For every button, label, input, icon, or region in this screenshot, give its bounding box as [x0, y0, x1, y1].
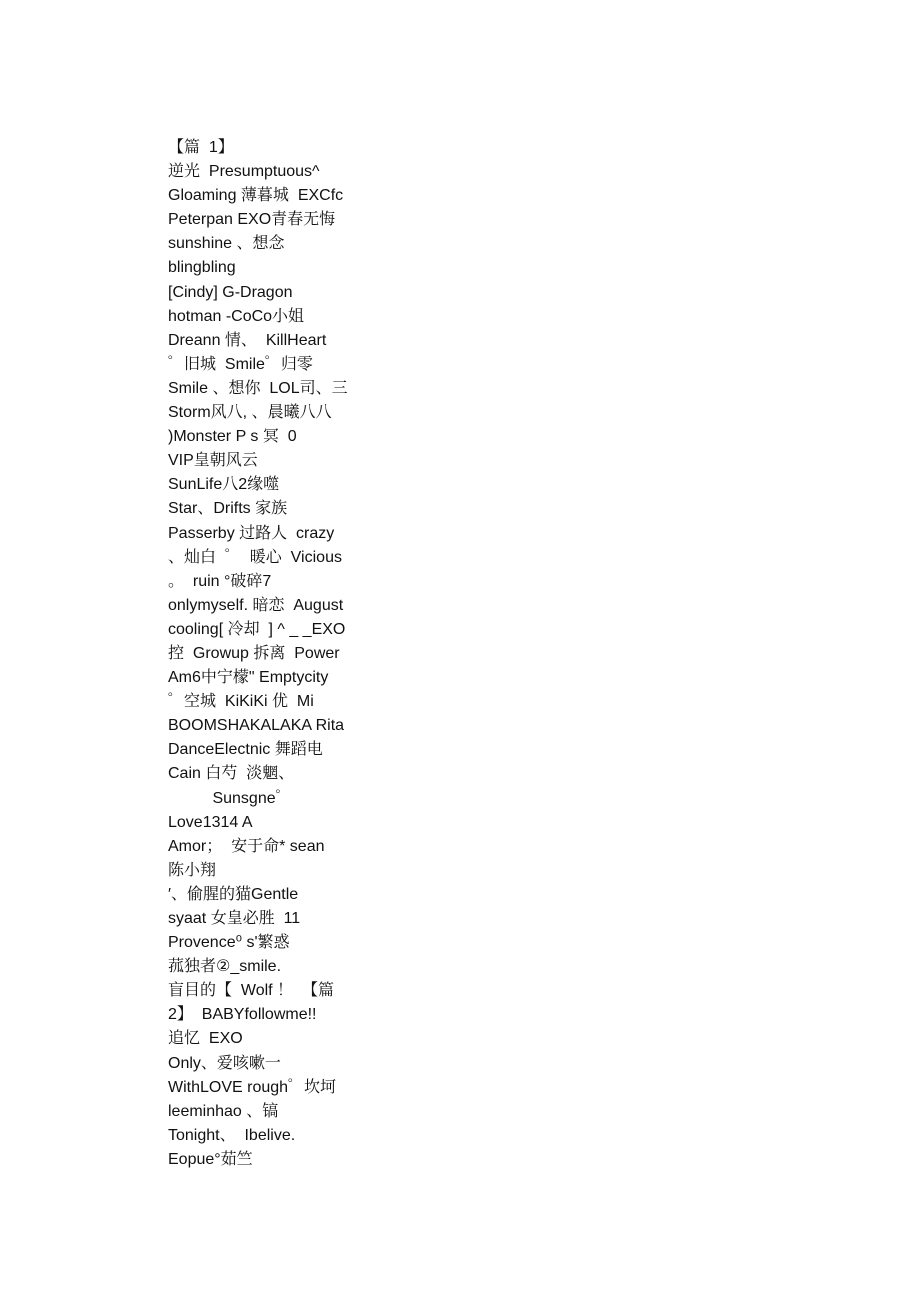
text-line: Love1314 A: [168, 813, 253, 831]
text-line: Passerby 过路人 crazy: [168, 524, 335, 542]
text-line: 盲目的【 Wolf ！ 【篇: [168, 982, 334, 1000]
text-line: hotman -CoCo小姐: [168, 307, 305, 325]
text-column: [168, 136, 428, 1172]
text-line: Storm风八, 、晨曦八八: [168, 404, 332, 422]
text-line: Am6中宁檬" Emptycity: [168, 669, 329, 687]
text-line: DanceElectnic 舞蹈电: [168, 741, 323, 759]
text-line: VIP皇朝风云: [168, 452, 258, 470]
text-line: Tonight、 Ibelive.: [168, 1126, 296, 1144]
text-line: syaat 女皇必胜 11: [168, 910, 301, 927]
text-line: Cain 白芍 淡魍、: [168, 765, 295, 783]
text-line: leeminhao 、镐: [168, 1102, 279, 1120]
text-line: 控 Growup 拆离 Power: [168, 644, 340, 662]
text-line: SunLife八2缘噬: [168, 476, 280, 494]
text-line: 追忆 EXO: [168, 1030, 243, 1048]
text-line: Sunsgne゜: [168, 789, 292, 807]
text-line: ゜空城 KiKiKi 优 Mi: [168, 693, 314, 711]
text-line: Provence⁰ s'繁惑: [168, 934, 290, 952]
text-line: sunshine 、想念: [168, 235, 285, 253]
text-line: Amor； 安于命* sean: [168, 837, 325, 855]
text-line: [Cindy] G-Dragon: [168, 283, 293, 301]
text-line: )Monster P s 冥 0: [168, 428, 297, 446]
text-line: ′、偷腥的猫Gentle: [168, 885, 299, 903]
text-line: Star、Drifts 家族: [168, 500, 288, 518]
text-line: Eopue°茹竺: [168, 1150, 253, 1168]
text-line: 逆光 Presumptuous^: [168, 163, 320, 181]
text-line: 。 ruin °破碎7: [168, 572, 272, 590]
text-line: Peterpan EXO青春无悔: [168, 211, 336, 229]
text-line: Dreann 情、 KillHeart: [168, 331, 327, 349]
text-line: BOOMSHAKALAKA Rita: [168, 717, 345, 735]
text-line: WithLOVE rough゜坎坷: [168, 1078, 337, 1096]
text-line: ゜旧城 Smile゜归零: [168, 355, 313, 373]
text-line: onlymyself. 暗恋 August: [168, 596, 344, 614]
text-line: 陈小翔: [168, 861, 217, 879]
text-line: 【篇 1】: [168, 139, 234, 156]
text-line: Only、爱咳嗽一: [168, 1054, 281, 1072]
text-line: cooling[ 冷却 ] ^ _ _EXO: [168, 620, 346, 638]
text-line: Smile 、想你 LOL司、三: [168, 379, 348, 397]
text-line: blingbling: [168, 259, 236, 277]
text-line: Gloaming 薄暮城 EXCfc: [168, 187, 344, 205]
text-line: 菰独者②_smile.: [168, 958, 282, 976]
text-line: 、灿白 ゜ 暖心 Vicious: [168, 548, 342, 566]
text-line: 2】 BABYfollowme!!: [168, 1006, 317, 1024]
